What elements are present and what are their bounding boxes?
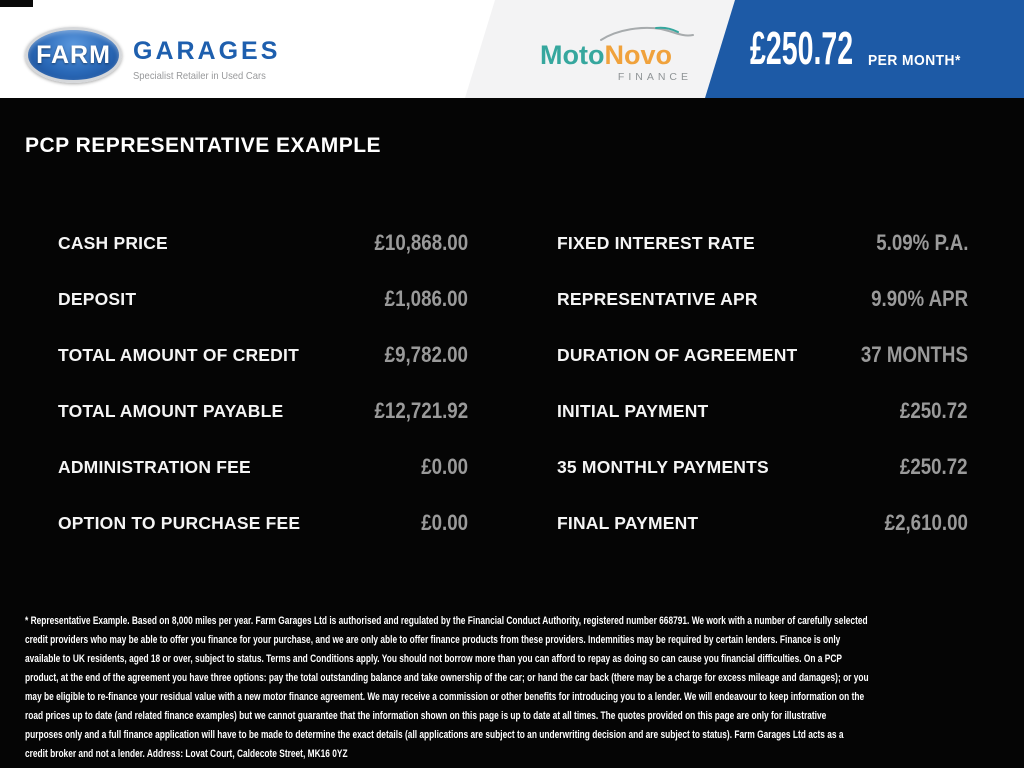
legal-disclaimer [25, 612, 869, 764]
monthly-price-amount: £250.72 [750, 22, 854, 74]
table-row [58, 271, 468, 327]
table-row [58, 495, 468, 551]
row-label: OPTION TO PURCHASE FEE [58, 512, 301, 533]
brand-tagline: Specialist Retailer in Used Cars [133, 70, 266, 82]
row-label: REPRESENTATIVE APR [557, 288, 758, 309]
corner-mark [0, 0, 33, 7]
row-value: 9.90% APR [870, 286, 968, 311]
motonovo-novo: Novo [604, 40, 672, 70]
farm-oval-badge [25, 27, 122, 83]
table-row [58, 215, 468, 271]
row-label: FIXED INTEREST RATE [557, 232, 755, 253]
row-value: 37 MONTHS [860, 342, 968, 367]
disclaimer-line: road prices up to date (and related finance examples) but we cannot guarantee that the information shown on this page is up to date at all times. The quotes provided on this page are only for illustrative [25, 710, 827, 722]
table-row [557, 271, 968, 327]
disclaimer-line: product, at the end of the agreement you have three options: pay the total outstanding balance and take ownership of the car; or hand the car back (there may be a charge for excess mileage and damages); or you [25, 672, 869, 684]
row-label: FINAL PAYMENT [557, 512, 699, 533]
page-title: PCP REPRESENTATIVE EXAMPLE [25, 134, 382, 157]
row-label: INITIAL PAYMENT [557, 400, 709, 421]
table-row [557, 495, 968, 551]
disclaimer-line: credit providers who may be able to offer you finance for your purchase, and we are only able to offer finance products from these providers. Indemnities may be required by certain lenders. Finance is only [25, 634, 841, 646]
table-row [58, 439, 468, 495]
row-value: £250.72 [900, 398, 968, 423]
disclaimer-line: purposes only and a full finance application will have to be made to determine the exact details (all applications are subject to an underwriting decision and are subject to status). Farm Garages Ltd acts as a [25, 729, 844, 741]
finance-table [58, 215, 968, 551]
disclaimer-line: credit broker and not a lender. Address: Lovat Court, Caldecote Street, MK16 0YZ [25, 748, 348, 760]
main-content [0, 98, 1024, 768]
farm-garages-logo [25, 27, 281, 83]
motonovo-moto: Moto [540, 40, 605, 70]
row-value: £0.00 [421, 454, 468, 479]
row-value: 5.09% P.A. [875, 230, 968, 255]
row-value: £9,782.00 [384, 342, 468, 367]
farm-oval-text: FARM [36, 40, 111, 69]
motonovo-finance-label: FINANCE [617, 71, 692, 83]
row-value: £2,610.00 [884, 510, 968, 535]
row-label: TOTAL AMOUNT PAYABLE [58, 400, 284, 421]
row-label: CASH PRICE [58, 232, 168, 253]
row-value: £1,086.00 [384, 286, 468, 311]
motonovo-wordmark [540, 42, 700, 69]
row-label: 35 MONTHLY PAYMENTS [557, 456, 769, 477]
row-value: £250.72 [900, 454, 968, 479]
monthly-price-period: PER MONTH* [868, 52, 961, 69]
table-row [557, 383, 968, 439]
table-row [557, 327, 968, 383]
row-label: DURATION OF AGREEMENT [557, 344, 798, 365]
brand-name: GARAGES [133, 37, 281, 65]
disclaimer-line: * Representative Example. Based on 8,000 miles per year. Farm Garages Ltd is authorised and regulated by the Financial Conduct Authority, registered number 668791. We work with a number of carefully selected [25, 615, 868, 627]
row-value: £12,721.92 [374, 398, 468, 423]
motonovo-finance-logo [540, 24, 700, 83]
disclaimer-line: available to UK residents, aged 18 or over, subject to status. Terms and Conditions apply. You should not borrow more than you can afford to repay as doing so can cause you financial difficulties. On a PCP [25, 653, 842, 665]
disclaimer-line: may be eligible to re-finance your residual value with a new motor finance agreement. We may receive a commission or other benefits for introducing you to a lender. We will endeavour to keep information on the [25, 691, 865, 703]
table-row [557, 215, 968, 271]
row-label: ADMINISTRATION FEE [58, 456, 251, 477]
header-bar [0, 0, 1024, 98]
brand-text-block [133, 37, 353, 84]
table-row [58, 327, 468, 383]
table-row [58, 383, 468, 439]
table-row [557, 439, 968, 495]
row-value: £0.00 [421, 510, 468, 535]
row-label: DEPOSIT [58, 288, 137, 309]
row-label: TOTAL AMOUNT OF CREDIT [58, 344, 299, 365]
row-value: £10,868.00 [374, 230, 468, 255]
